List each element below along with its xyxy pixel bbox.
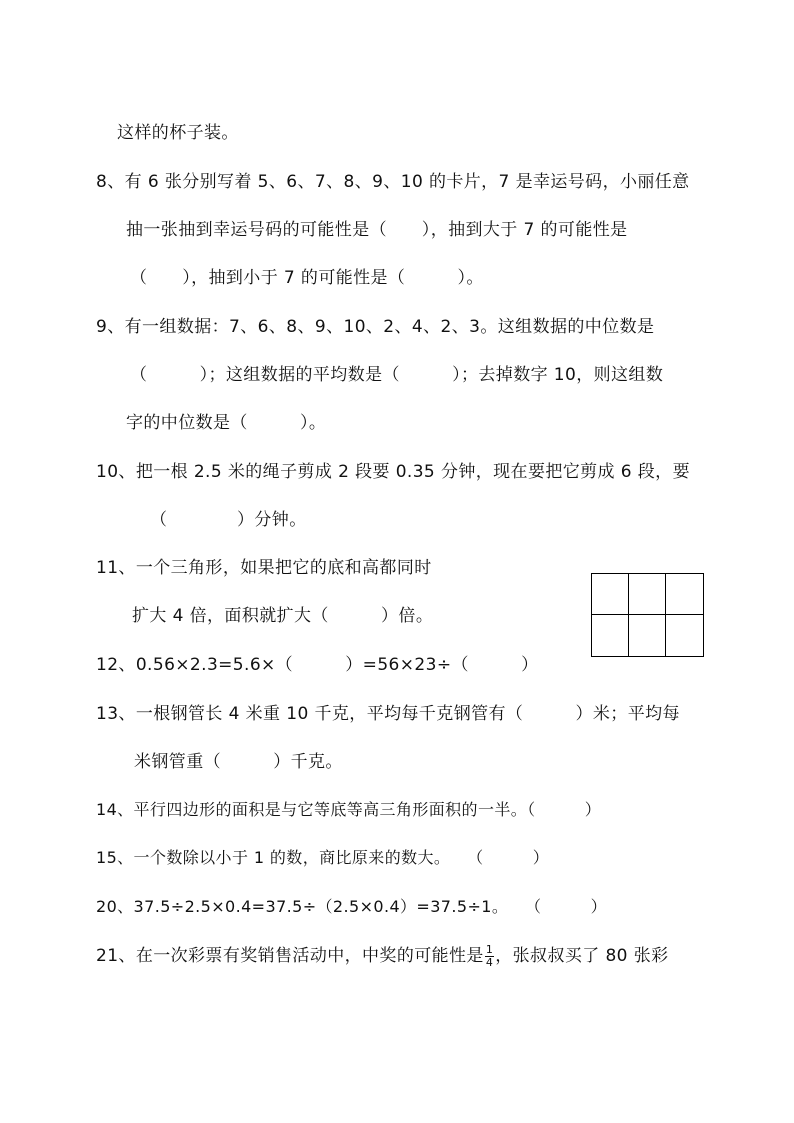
- question-10-line-2: （ ）分钟。: [150, 510, 307, 530]
- grid-cell: [666, 574, 703, 615]
- question-9-line-3: 字的中位数是（ ）。: [126, 413, 327, 433]
- question-20: 20、37.5÷2.5×0.4=37.5÷（2.5×0.4）=37.5÷1。 （ ）: [96, 897, 608, 916]
- question-9-line-2: （ ）；这组数据的平均数是（ ）；去掉数字 10，则这组数: [130, 365, 664, 385]
- question-11-line-1: 11、一个三角形，如果把它的底和高都同时: [96, 558, 432, 578]
- question-13-line-1: 13、一根钢管长 4 米重 10 千克，平均每千克钢管有（ ）米；平均每: [96, 704, 680, 724]
- question-10-line-1: 10、把一根 2.5 米的绳子剪成 2 段要 0.35 分钟，现在要把它剪成 6 段，要: [96, 462, 690, 482]
- question-21: [96, 944, 669, 969]
- question-12: 12、0.56×2.3=5.6×（ ）=56×23÷（ ）: [96, 655, 539, 675]
- question-8-line-2: 抽一张抽到幸运号码的可能性是（ ），抽到大于 7 的可能性是: [126, 220, 628, 240]
- grid-cell: [629, 574, 666, 615]
- grid-cell: [666, 615, 703, 656]
- question-13-line-2: 米钢管重（ ）千克。: [134, 752, 343, 772]
- grid-cell: [592, 574, 629, 615]
- rectangle-grid-figure: [591, 573, 704, 657]
- question-9-line-1: 9、有一组数据：7、6、8、9、10、2、4、2、3。这组数据的中位数是: [96, 317, 655, 337]
- question-8-line-3: （ ），抽到小于 7 的可能性是（ ）。: [130, 268, 484, 288]
- question-21-text-after: ，张叔叔买了 80 张彩: [495, 946, 669, 967]
- fraction-denominator: 4: [485, 956, 494, 969]
- fraction-numerator: 1: [485, 943, 494, 956]
- fraction-one-quarter: [485, 944, 494, 969]
- question-15: 15、一个数除以小于 1 的数，商比原来的数大。 （ ）: [96, 848, 550, 867]
- grid-cell: [629, 615, 666, 656]
- question-11-line-2: 扩大 4 倍，面积就扩大（ ）倍。: [132, 606, 434, 626]
- question-14: 14、平行四边形的面积是与它等底等高三角形面积的一半。（ ）: [96, 800, 602, 819]
- question-21-text-before: 21、在一次彩票有奖销售活动中，中奖的可能性是: [96, 946, 484, 967]
- grid-cell: [592, 615, 629, 656]
- question-8-line-1: 8、有 6 张分别写着 5、6、7、8、9、10 的卡片，7 是幸运号码，小丽任意: [96, 172, 690, 192]
- text-line-continuation: 这样的杯子装。: [117, 123, 239, 143]
